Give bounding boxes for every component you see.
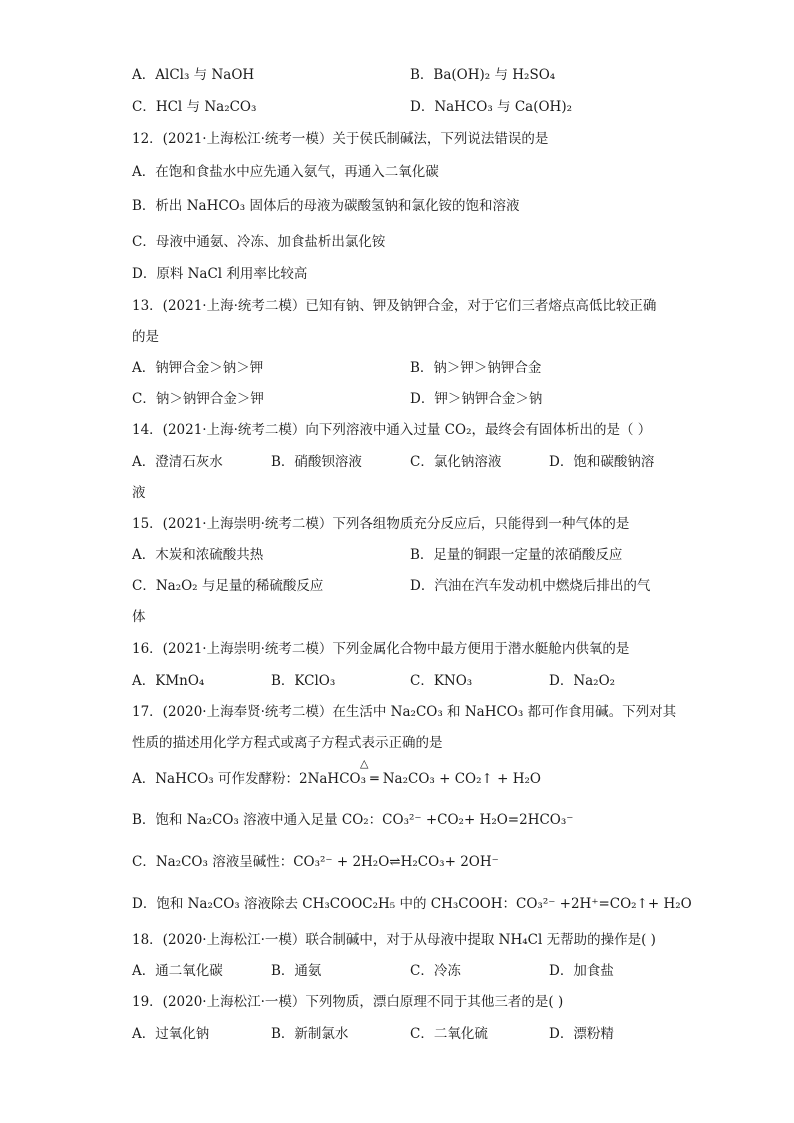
q14-option-b: B．硝酸钡溶液 [271,454,362,470]
q14-stem: 14．(2021·上海·统考二模）向下列溶液中通入过量 CO₂，最终会有固体析出的是（ ） [132,422,652,438]
q12-option-c: C．母液中通氨、冷冻、加食盐析出氯化铵 [132,234,386,250]
q15-option-b: B．足量的铜跟一定量的浓硝酸反应 [410,547,623,563]
q14-option-d: D．饱和碳酸钠溶 [549,454,655,470]
q17-option-a: A．NaHCO₃ 可作发酵粉：2NaHCO₃ ═ Na₂CO₃ + CO₂↑ + H₂O [132,771,541,787]
q12-option-a: A．在饱和食盐水中应先通入氨气，再通入二氧化碳 [132,164,439,180]
q13-option-c: C．钠＞钠钾合金＞钾 [132,391,264,407]
q19-option-a: A．过氧化钠 [132,1026,210,1042]
q15-option-a: A．木炭和浓硫酸共热 [132,547,264,563]
q13-stem-line2: 的是 [132,329,159,345]
q15-option-d-continued: 体 [132,609,146,625]
q14-option-c: C．氯化钠溶液 [410,454,502,470]
q13-option-d: D．钾＞钠钾合金＞钠 [410,391,543,407]
q12-option-d: D．原料 NaCl 利用率比较高 [132,266,308,282]
q19-stem: 19．(2020·上海松江·一模）下列物质，漂白原理不同于其他三者的是( ) [132,994,564,1010]
q13-option-a: A．钠钾合金＞钠＞钾 [132,360,264,376]
q18-option-d: D．加食盐 [549,963,614,979]
q18-option-b: B．通氨 [271,963,322,979]
q19-option-b: B．新制氯水 [271,1026,349,1042]
q14-option-d-continued: 液 [132,485,146,501]
q16-option-c: C．KNO₃ [410,673,473,689]
q17-stem-line1: 17．(2020·上海奉贤·统考二模）在生活中 Na₂CO₃ 和 NaHCO₃ 都可作食用碱。下列对其 [132,704,677,720]
q11-option-d: D．NaHCO₃ 与 Ca(OH)₂ [410,99,573,115]
q16-option-d: D．Na₂O₂ [549,673,616,689]
q16-stem: 16．(2021·上海崇明·统考二模）下列金属化合物中最方便用于潜水艇舱内供氧的是 [132,641,630,657]
q15-option-d: D．汽油在汽车发动机中燃烧后排出的气 [410,578,651,594]
q18-stem: 18．(2020·上海松江·一模）联合制碱中，对于从母液中提取 NH₄Cl 无帮助的操作是( ) [132,932,656,948]
q15-option-c: C．Na₂O₂ 与足量的稀硫酸反应 [132,578,324,594]
q19-option-d: D．漂粉精 [549,1026,614,1042]
q16-option-b: B．KClO₃ [271,673,336,689]
q11-option-c: C．HCl 与 Na₂CO₃ [132,99,257,115]
q18-option-c: C．冷冻 [410,963,461,979]
q18-option-a: A．通二氧化碳 [132,963,223,979]
q17-option-d: D．饱和 Na₂CO₃ 溶液除去 CH₃COOC₂H₅ 中的 CH₃COOH：CO₃²⁻ +2H⁺=CO₂↑+ H₂O [132,896,692,912]
q17-stem-line2: 性质的描述用化学方程式或离子方程式表示正确的是 [132,735,443,751]
heating-delta-mark: △ [360,757,369,770]
q19-option-c: C．二氧化硫 [410,1026,488,1042]
q17-option-b: B．饱和 Na₂CO₃ 溶液中通入足量 CO₂：CO₃²⁻ +CO₂+ H₂O=2HCO₃⁻ [132,812,574,828]
q12-option-b: B．析出 NaHCO₃ 固体后的母液为碳酸氢钠和氯化铵的饱和溶液 [132,198,520,214]
q11-option-b: B．Ba(OH)₂ 与 H₂SO₄ [410,67,556,83]
q17-option-c: C．Na₂CO₃ 溶液呈碱性：CO₃²⁻ + 2H₂O⇌H₂CO₃+ 2OH⁻ [132,854,499,870]
q13-option-b: B．钠＞钾＞钠钾合金 [410,360,542,376]
q13-stem-line1: 13．(2021·上海·统考二模）已知有钠、钾及钠钾合金，对于它们三者熔点高低比较正确 [132,298,657,314]
q14-option-a: A．澄清石灰水 [132,454,223,470]
q16-option-a: A．KMnO₄ [132,673,205,689]
q15-stem: 15．(2021·上海崇明·统考二模）下列各组物质充分反应后，只能得到一种气体的是 [132,516,630,532]
q12-stem: 12．(2021·上海松江·统考一模）关于侯氏制碱法，下列说法错误的是 [132,131,549,147]
q11-option-a: A．AlCl₃ 与 NaOH [132,67,255,83]
